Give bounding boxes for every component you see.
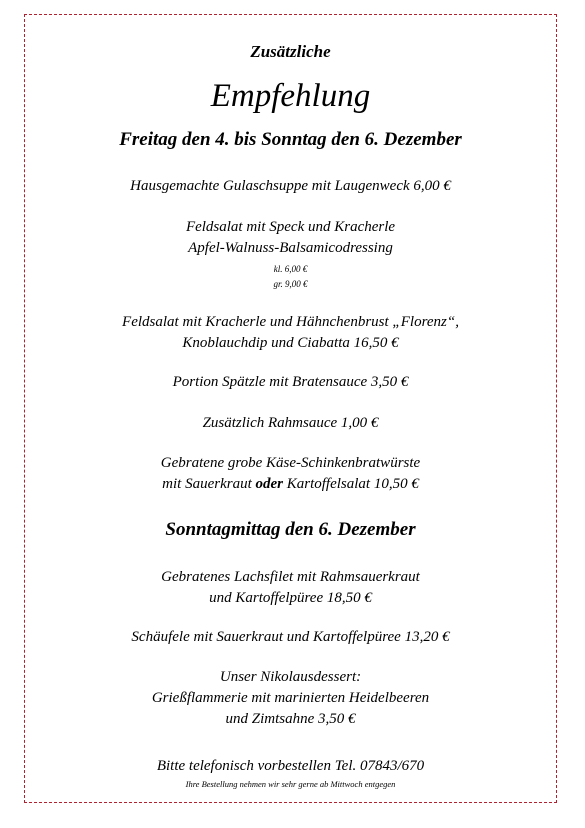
item-feldsalat-1-price-small: kl. 6,00 € [273, 264, 308, 274]
item-feldsalat-1-price-large: gr. 9,00 € [273, 279, 308, 289]
item-schaeufele: Schäufele mit Sauerkraut und Kartoffelpüree 13,20 € [131, 629, 450, 645]
item-rahmsauce: Zusätzlich Rahmsauce 1,00 € [202, 415, 379, 431]
item-feldsalat-2-line-2: Knoblauchdip und Ciabatta 16,50 € [182, 335, 399, 351]
item-gulasch: Hausgemachte Gulaschsuppe mit Laugenweck 6,00 € [130, 178, 451, 194]
page-title: Empfehlung [210, 78, 371, 114]
item-spaetzle: Portion Spätzle mit Bratensauce 3,50 € [172, 374, 409, 390]
item-dessert-line-2: Grießflammerie mit marinierten Heidelbeeren [151, 690, 430, 706]
item-wuerste-part-c: Kartoffelsalat 10,50 € [282, 476, 419, 492]
date-range-heading: Freitag den 4. bis Sonntag den 6. Dezember [119, 129, 462, 150]
footer-note: Ihre Bestellung nehmen wir sehr gerne ab Mittwoch entgegen [185, 779, 396, 789]
item-dessert-line-1: Unser Nikolausdessert: [219, 669, 362, 685]
item-wuerste-line-2 [24, 476, 557, 493]
item-feldsalat-2-line-1: Feldsalat mit Kracherle und Hähnchenbrust „Florenz“, [122, 314, 459, 330]
item-lachs-line-1: Gebratenes Lachsfilet mit Rahmsauerkraut [161, 569, 420, 585]
item-feldsalat-1-line-2: Apfel-Walnuss-Balsamicodressing [188, 240, 393, 256]
sunday-heading: Sonntagmittag den 6. Dezember [165, 519, 416, 540]
item-wuerste-oder: oder [255, 476, 283, 492]
header-line-1: Zusätzliche [250, 42, 331, 61]
item-lachs-line-2: und Kartoffelpüree 18,50 € [209, 590, 372, 606]
item-feldsalat-1-line-1: Feldsalat mit Speck und Kracherle [185, 219, 396, 235]
item-wuerste-part-a: mit Sauerkraut [162, 476, 256, 492]
item-wuerste-line-1: Gebratene grobe Käse-Schinkenbratwürste [160, 455, 421, 471]
footer-order-phone: Bitte telefonisch vorbestellen Tel. 07843/670 [156, 758, 425, 774]
item-dessert-line-3: und Zimtsahne 3,50 € [225, 711, 356, 727]
